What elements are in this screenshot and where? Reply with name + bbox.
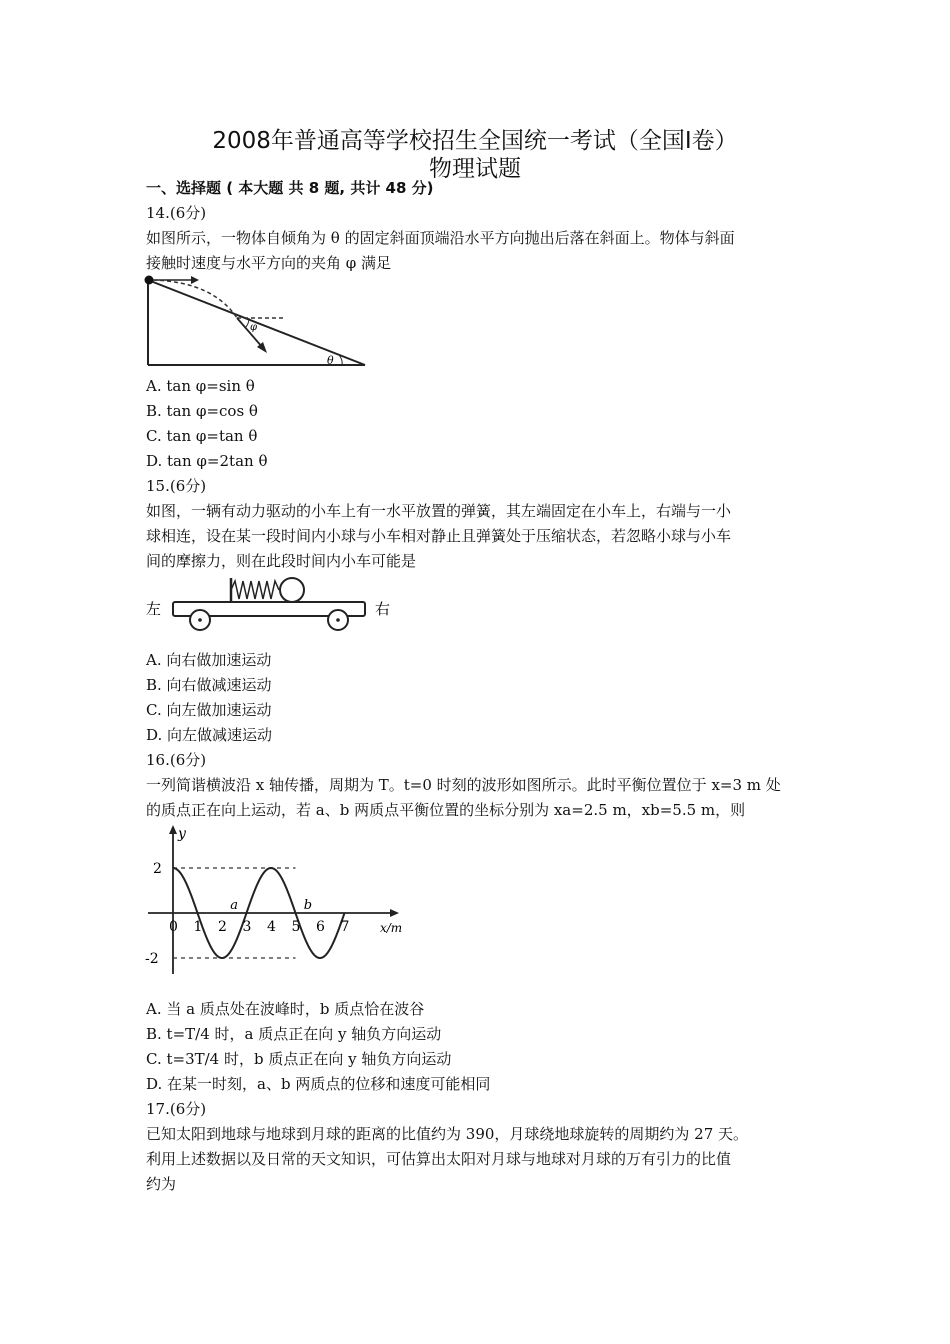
- x-tick-label: 5: [291, 919, 301, 935]
- q17-stem-line3: 约为: [146, 1175, 177, 1193]
- x-tick-label: 4: [267, 919, 276, 935]
- point-label-b: b: [303, 898, 313, 913]
- wave-point: [197, 912, 198, 913]
- wave-point: [185, 881, 186, 882]
- left-wheel-axle: [198, 618, 202, 622]
- x-tick-label: 2: [218, 919, 227, 935]
- x-tick-label: 3: [242, 919, 252, 935]
- point-label-a: a: [230, 898, 239, 913]
- q14-stem-line2: 接触时速度与水平方向的夹角 φ 满足: [146, 254, 392, 272]
- q14-option-b: B. tan φ=cos θ: [146, 402, 258, 420]
- wave-point: [172, 867, 173, 868]
- phi-label: φ: [250, 322, 258, 333]
- right-label: 右: [375, 600, 391, 618]
- y-tick-label: 2: [153, 861, 162, 877]
- wave-point: [270, 867, 271, 868]
- x-tick-label: 1: [193, 919, 203, 935]
- y-tick-label: -2: [145, 951, 159, 967]
- spring: [231, 581, 279, 599]
- x-axis-label: x/m: [380, 921, 403, 935]
- small-ball: [280, 578, 304, 602]
- q16-stem-line1: 一列简谐横波沿 x 轴传播，周期为 T。t=0 时刻的波形如图所示。此时平衡位置位于 x=3 m 处: [146, 776, 781, 794]
- q15-stem-line1: 如图，一辆有动力驱动的小车上有一水平放置的弹簧，其左端固定在小车上，右端与一小: [146, 502, 732, 520]
- wave-point: [295, 912, 296, 913]
- section-heading: 一、选择题 ( 本大题 共 8 题, 共计 48 分): [146, 179, 434, 197]
- q15-option-b: B. 向右做减速运动: [146, 676, 272, 694]
- q16-option-b: B. t=T/4 时，a 质点正在向 y 轴负方向运动: [146, 1025, 442, 1043]
- q15-stem-line3: 间的摩擦力，则在此段时间内小车可能是: [146, 552, 417, 570]
- x-axis-arrowhead: [390, 909, 399, 917]
- left-label: 左: [146, 600, 162, 618]
- q15-number: 15.(6分): [146, 477, 207, 495]
- q16-number: 16.(6分): [146, 751, 207, 769]
- q17-number: 17.(6分): [146, 1100, 207, 1118]
- theta-label: θ: [327, 354, 334, 367]
- q16-stem-line2: 的质点正在向上运动，若 a、b 两质点平衡位置的坐标分别为 xa=2.5 m，xb=5.5 m，则: [146, 801, 746, 819]
- x-tick-label: 7: [340, 919, 350, 935]
- q16-option-d: D. 在某一时刻，a、b 两质点的位移和速度可能相同: [146, 1075, 491, 1093]
- wave-chart: [140, 822, 415, 982]
- q15-option-a: A. 向右做加速运动: [146, 651, 272, 669]
- x-tick-label: 6: [316, 919, 325, 935]
- wave-point: [246, 912, 247, 913]
- wave-point: [344, 912, 345, 913]
- wave-point: [209, 944, 210, 945]
- exam-subtitle: 物理试题: [429, 156, 521, 182]
- q14-option-a: A. tan φ=sin θ: [146, 377, 255, 395]
- q15-option-c: C. 向左做加速运动: [146, 701, 272, 719]
- wave-point: [234, 944, 235, 945]
- q16-option-a: A. 当 a 质点处在波峰时，b 质点恰在波谷: [146, 1000, 425, 1018]
- right-wheel-axle: [336, 618, 340, 622]
- wave-point: [258, 881, 259, 882]
- q16-option-c: C. t=3T/4 时，b 质点正在向 y 轴负方向运动: [146, 1050, 452, 1068]
- exam-title: 2008年普通高等学校招生全国统一考试（全国Ⅰ卷）: [212, 128, 738, 154]
- x-tick-label: 0: [169, 919, 178, 935]
- y-axis-arrowhead: [169, 825, 177, 834]
- q14-number: 14.(6分): [146, 204, 207, 222]
- q14-option-c: C. tan φ=tan θ: [146, 427, 258, 445]
- wave-point: [283, 881, 284, 882]
- wave-point: [307, 944, 308, 945]
- wave-point: [319, 957, 320, 958]
- initial-velocity-arrowhead: [191, 276, 199, 284]
- q15-option-d: D. 向左做减速运动: [146, 726, 273, 744]
- q15-stem-line2: 球相连，设在某一段时间内小球与小车相对静止且弹簧处于压缩状态，若忽略小球与小车: [146, 527, 732, 545]
- q17-stem-line2: 利用上述数据以及日常的天文知识，可估算出太阳对月球与地球对月球的万有引力的比值: [146, 1150, 732, 1168]
- q14-option-d: D. tan φ=2tan θ: [146, 452, 268, 470]
- incline-figure: [143, 274, 373, 370]
- q17-stem-line1: 已知太阳到地球与地球到月球的距离的比值约为 390，月球绕地球旋转的周期约为 27 天。: [146, 1125, 749, 1143]
- y-axis-label: y: [178, 826, 186, 842]
- cart-figure: [143, 573, 403, 643]
- wave-point: [332, 944, 333, 945]
- q14-stem-line1: 如图所示，一物体自倾角为 θ 的固定斜面顶端沿水平方向抛出后落在斜面上。物体与斜面: [146, 229, 735, 247]
- wave-point: [221, 957, 222, 958]
- projectile-ball: [145, 276, 154, 285]
